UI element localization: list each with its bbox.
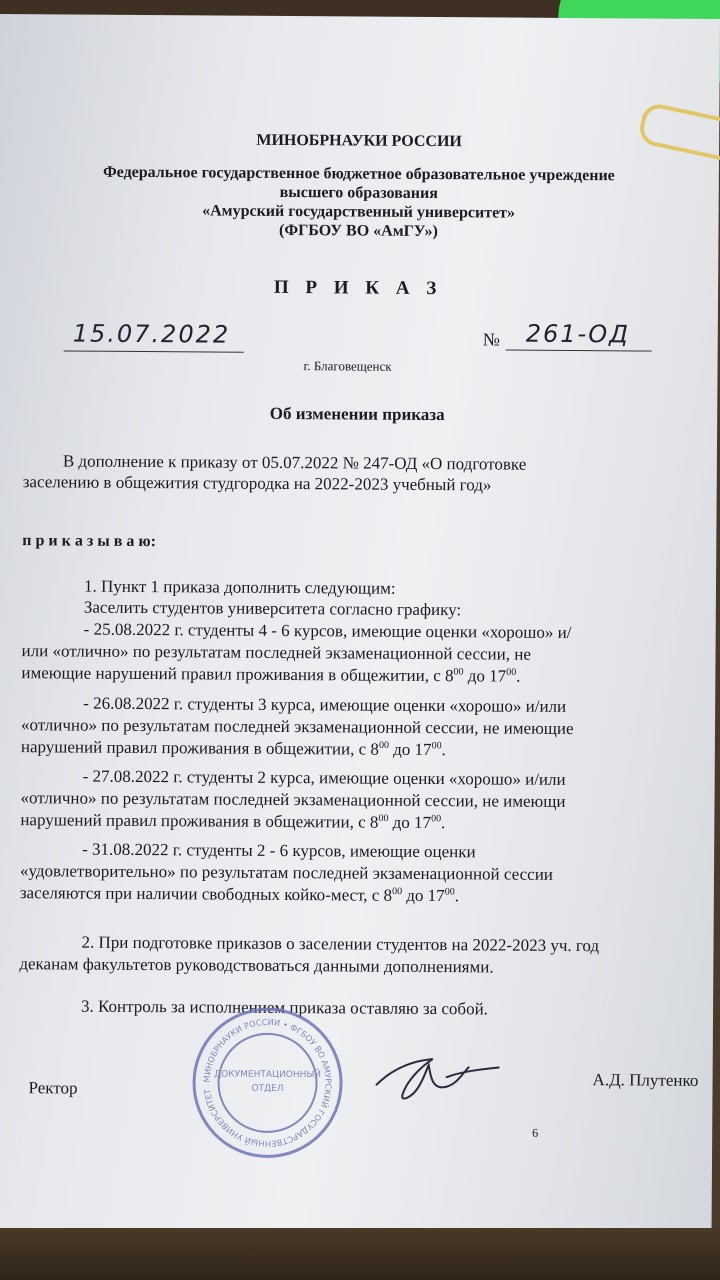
item-3-line-2: «отлично» по результатам последней экзаменационной сессии, не имеющи xyxy=(20,788,566,811)
official-stamp xyxy=(192,1007,343,1158)
city: г. Благовещенск xyxy=(303,358,392,374)
ministry-name: МИНОБРНАУКИ РОССИИ xyxy=(256,131,462,151)
item-3-line-3: нарушений правил проживания в общежитии, с $8^{00}$ до $17^{00}$. xyxy=(20,810,446,833)
org-short-name: (ФГБОУ ВО «АмГУ») xyxy=(279,221,438,241)
org-line-1: Федеральное государственное бюджетное образовательное учреждение xyxy=(102,163,615,185)
point-3: 3. Контроль за исполнением приказа оставляю за собой. xyxy=(81,996,489,1019)
order-date: 15.07.2022 xyxy=(72,319,231,349)
document-content xyxy=(0,14,720,1241)
number-label: № xyxy=(482,329,500,350)
item-2-line-2: «отлично» по результатам последней экзаменационной сессии, не имеющие xyxy=(20,715,574,739)
stamp-center-line-2: ОТДЕЛ xyxy=(251,1083,284,1095)
order-number: 261-ОД xyxy=(525,319,630,349)
item-1-line-2: или «отлично» по результатам последней экзаменационной сессии, не xyxy=(21,641,531,664)
item-2-line-1: - 26.08.2022 г. студенты 3 курса, имеющие оценки «хорошо» и/или xyxy=(83,693,567,716)
signatory-name: А.Д. Плутенко xyxy=(592,1070,699,1090)
intro-line-2: заселению в общежития студгородка на 2022-2023 учебный год» xyxy=(22,472,492,495)
item-4-line-2: «удовлетворительно» по результатам последней экзаменационной сессии xyxy=(19,861,554,884)
point-2-line-2: деканам факультетов руководствоваться данными дополнениями. xyxy=(19,954,494,977)
item-1-line-3: имеющие нарушений правил проживания в общежитии, с $8^{00}$ до $17^{00}$. xyxy=(21,663,521,686)
item-1-line-1: - 25.08.2022 г. студенты 4 - 6 курсов, имеющие оценки «хорошо» и/ xyxy=(83,619,572,643)
order-title: П Р И К А З xyxy=(273,276,443,300)
org-line-2: высшего образования xyxy=(279,183,438,203)
item-3-line-1: - 27.08.2022 г. студенты 2 курса, имеющие оценки «хорошо» и/или xyxy=(82,766,566,789)
point-1-line-1: 1. Пункт 1 приказа дополнить следующим: xyxy=(83,576,396,598)
order-word: п р и к а з ы в а ю: xyxy=(22,532,157,551)
rector-signature xyxy=(372,1047,502,1108)
page-mark: 6 xyxy=(532,1125,539,1140)
number-underline xyxy=(506,350,652,352)
date-underline xyxy=(64,350,244,352)
document-sheet xyxy=(0,14,720,1241)
background-bottom xyxy=(0,1228,720,1280)
stamp-center-line-1: ДОКУМЕНТАЦИОННЫЙ xyxy=(214,1069,322,1081)
point-2-line-1: 2. При подготовке приказов о заселении студентов на 2022-2023 уч. год xyxy=(81,932,600,956)
org-line-3: «Амурский государственный университет» xyxy=(202,202,516,222)
order-subject: Об изменении приказа xyxy=(269,403,445,425)
item-4-line-1: - 31.08.2022 г. студенты 2 - 6 курсов, имеющие оценки xyxy=(82,839,476,862)
point-1-line-2: Заселить студентов университета согласно графику: xyxy=(83,597,462,620)
item-2-line-3: нарушений правил проживания в общежитии, с $8^{00}$ до $17^{00}$. xyxy=(20,737,446,760)
signatory-position: Ректор xyxy=(28,1078,78,1098)
svg-text:МИНОБРНАУКИ РОССИИ • ФГБОУ ВО: МИНОБРНАУКИ РОССИИ • ФГБОУ ВО АМУРСКИЙ ГОСУДАРСТВЕННЫЙ УНИВЕРСИТЕТ xyxy=(201,1016,334,1149)
intro-line-1: В дополнение к приказу от 05.07.2022 № 247-ОД «О подготовке xyxy=(62,451,527,474)
item-4-line-3: заселяются при наличии свободных койко-мест, с $8^{00}$ до $17^{00}$. xyxy=(19,883,460,906)
